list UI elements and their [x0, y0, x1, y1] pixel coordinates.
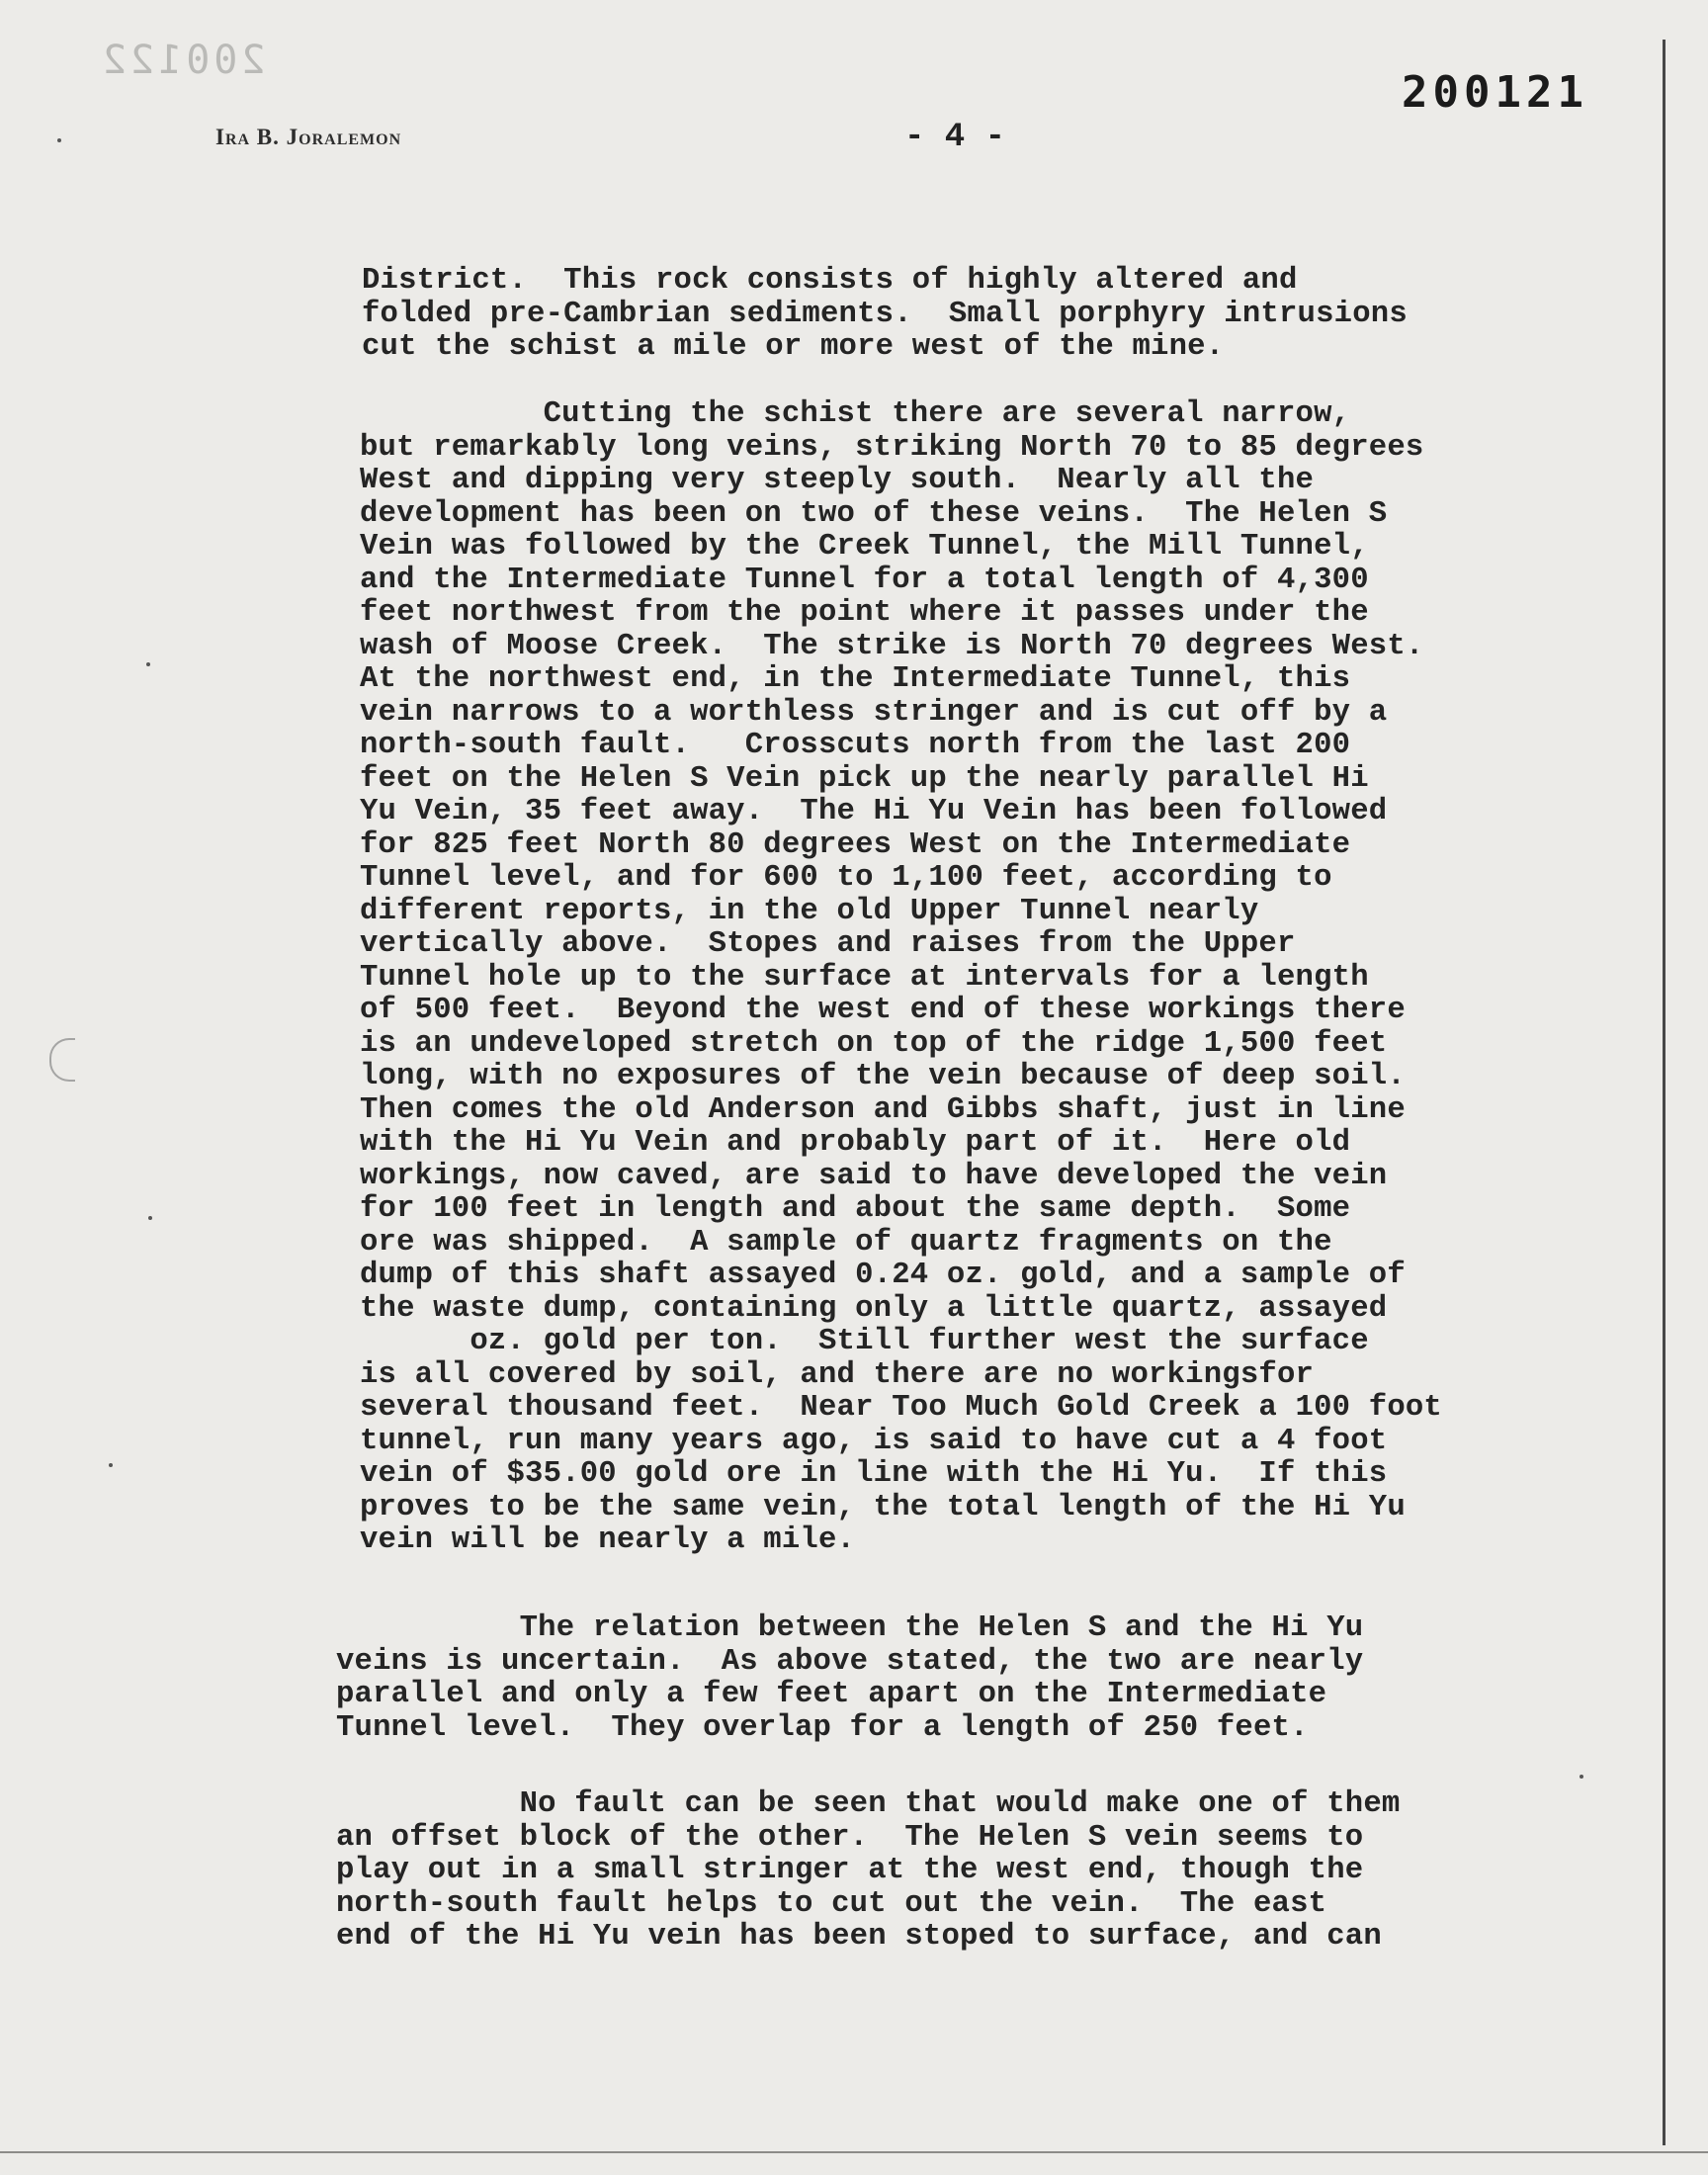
- text-line: vein of $35.00 gold ore in line with the Hi Yu. If this: [360, 1457, 1388, 1491]
- text-line: ore was shipped. A sample of quartz fragments on the: [360, 1225, 1332, 1260]
- text-line: is all covered by soil, and there are no workingsfor: [360, 1357, 1315, 1392]
- text-line: The relation between the Helen S and the Hi Yu: [336, 1611, 1364, 1645]
- document-number: 200121: [1402, 67, 1588, 118]
- text-line: different reports, in the old Upper Tunnel nearly: [360, 894, 1259, 928]
- text-line: At the northwest end, in the Intermediate Tunnel, this: [360, 662, 1351, 696]
- page-right-edge: [1663, 40, 1665, 2145]
- text-line: feet northwest from the point where it passes under the: [360, 596, 1369, 630]
- text-line: Tunnel level. They overlap for a length of 250 feet.: [336, 1710, 1309, 1745]
- old-stamp-number: 200122: [99, 38, 266, 83]
- text-line: but remarkably long veins, striking North 70 to 85 degrees: [360, 430, 1424, 465]
- text-line: parallel and only a few feet apart on the Intermediate: [336, 1678, 1327, 1711]
- text-line: feet on the Helen S Vein pick up the nearly parallel Hi: [360, 761, 1369, 796]
- text-line: long, with no exposures of the vein because of deep soil.: [360, 1060, 1406, 1093]
- paragraph-1: [362, 265, 1408, 365]
- text-line: of 500 feet. Beyond the west end of these workings there: [360, 994, 1406, 1027]
- text-line: vein narrows to a worthless stringer and is cut off by a: [360, 695, 1388, 730]
- text-line: development has been on two of these veins. The Helen S: [360, 496, 1388, 531]
- text-line: vein will be nearly a mile.: [360, 1523, 856, 1557]
- text-line: workings, now caved, are said to have developed the vein: [360, 1159, 1388, 1193]
- speck: [148, 1216, 152, 1220]
- text-line: Tunnel level, and for 600 to 1,100 feet, according to: [360, 861, 1332, 895]
- text-line: is an undeveloped stretch on top of the ridge 1,500 feet: [360, 1026, 1388, 1061]
- text-line: dump of this shaft assayed 0.24 oz. gold, and a sample of: [360, 1259, 1406, 1292]
- text-line: Tunnel hole up to the surface at intervals for a length: [360, 960, 1369, 995]
- speck: [1580, 1775, 1583, 1779]
- text-line: wash of Moose Creek. The strike is North 70 degrees West.: [360, 629, 1424, 663]
- text-line: proves to be the same vein, the total length of the Hi Yu: [360, 1490, 1406, 1524]
- margin-mark: [49, 1038, 75, 1082]
- text-line: Yu Vein, 35 feet away. The Hi Yu Vein has been followed: [360, 795, 1388, 828]
- text-line: for 100 feet in length and about the same depth. Some: [360, 1192, 1351, 1226]
- text-line: Vein was followed by the Creek Tunnel, the Mill Tunnel,: [360, 530, 1369, 564]
- text-line: No fault can be seen that would make one of them: [336, 1787, 1401, 1821]
- text-line: vertically above. Stopes and raises from the Upper: [360, 927, 1296, 961]
- text-line: oz. gold per ton. Still further west the surface: [360, 1325, 1369, 1358]
- text-line: north-south fault helps to cut out the vein. The east: [336, 1886, 1327, 1921]
- author-header: Ira B. Joralemon: [215, 125, 402, 149]
- text-line: end of the Hi Yu vein has been stoped to surface, and can: [336, 1920, 1382, 1954]
- speck: [146, 662, 150, 666]
- text-line: District. This rock consists of highly altered and: [362, 264, 1298, 298]
- page-bottom-edge: [0, 2151, 1708, 2153]
- text-line: and the Intermediate Tunnel for a total length of 4,300: [360, 563, 1369, 597]
- page-number: - 4 -: [904, 119, 1006, 156]
- text-line: tunnel, run many years ago, is said to have cut a 4 foot: [360, 1424, 1388, 1458]
- text-line: cut the schist a mile or more west of the mine.: [362, 330, 1225, 364]
- text-line: for 825 feet North 80 degrees West on the Intermediate: [360, 827, 1351, 862]
- paragraph-4: [336, 1788, 1400, 1955]
- speck: [57, 138, 61, 142]
- speck: [109, 1463, 113, 1467]
- text-line: Then comes the old Anderson and Gibbs shaft, just in line: [360, 1092, 1406, 1127]
- text-line: veins is uncertain. As above stated, the two are nearly: [336, 1644, 1364, 1679]
- text-line: several thousand feet. Near Too Much Gold Creek a 100 foot: [360, 1391, 1442, 1425]
- text-line: West and dipping very steeply south. Nearly all the: [360, 464, 1315, 497]
- paragraph-2: [360, 398, 1442, 1558]
- text-line: play out in a small stringer at the west end, though the: [336, 1854, 1364, 1887]
- text-line: folded pre-Cambrian sediments. Small porphyry intrusions: [362, 297, 1408, 331]
- paragraph-3: [336, 1612, 1363, 1745]
- text-line: the waste dump, containing only a little quartz, assayed: [360, 1291, 1388, 1326]
- text-line: Cutting the schist there are several narrow,: [360, 397, 1351, 431]
- text-line: an offset block of the other. The Helen S vein seems to: [336, 1820, 1364, 1855]
- text-line: with the Hi Yu Vein and probably part of it. Here old: [360, 1126, 1351, 1160]
- text-line: north-south fault. Crosscuts north from the last 200: [360, 729, 1351, 762]
